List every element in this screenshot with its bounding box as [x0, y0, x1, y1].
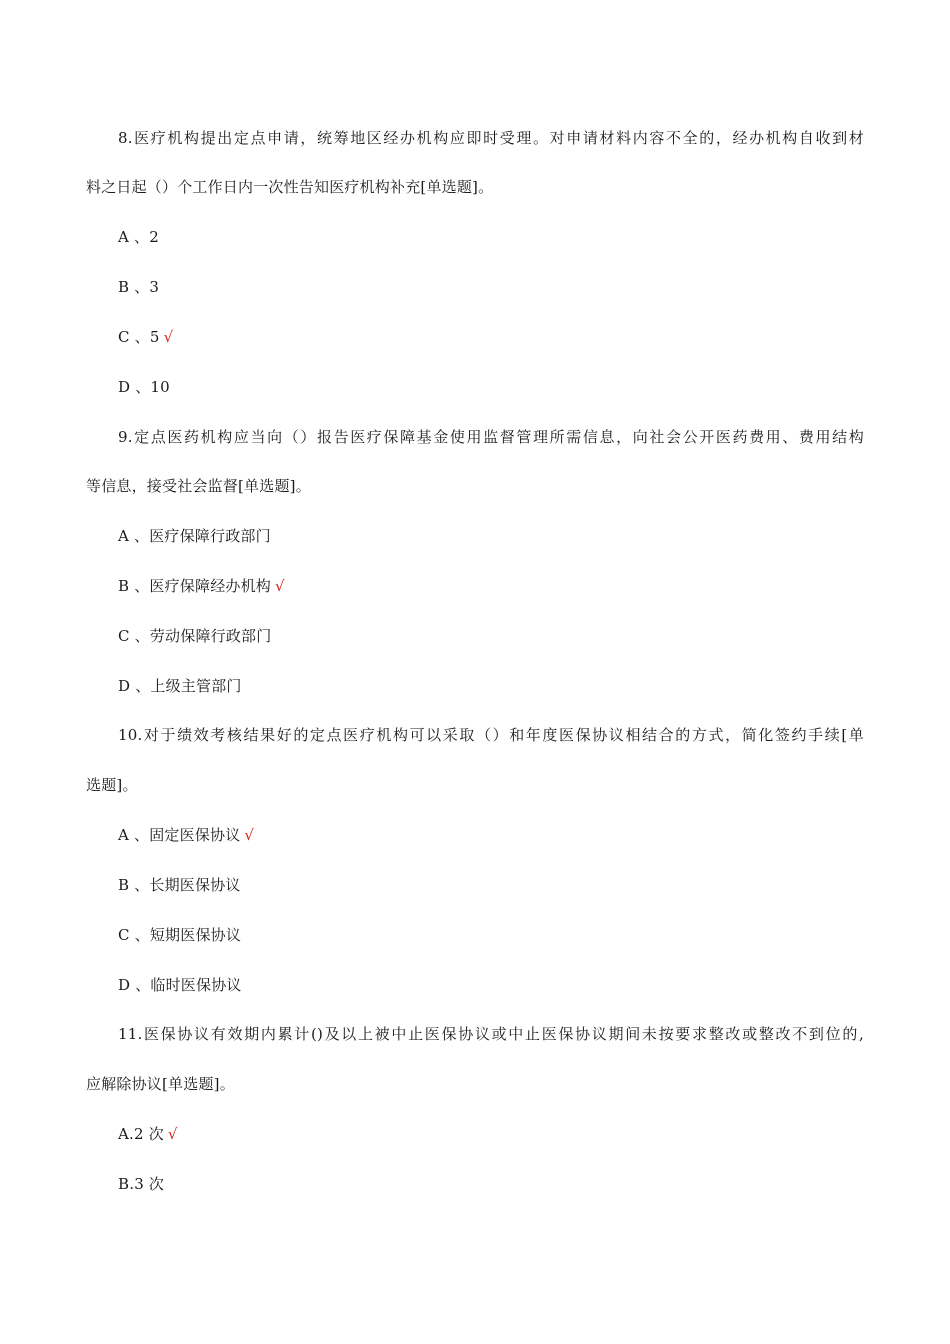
- question-10-option-c: [118, 925, 245, 945]
- question-8-option-b: [118, 277, 163, 297]
- correct-check-icon: √: [167, 1125, 178, 1143]
- option-label: A.2 次: [118, 1125, 164, 1143]
- question-8-option-d: [118, 377, 174, 397]
- question-8-text-line2: 料之日起（）个工作日内一次性告知医疗机构补充[单选题]。: [86, 178, 494, 196]
- question-8-option-a: [118, 227, 163, 247]
- question-9-text-line2: 等信息，接受社会监督[单选题]。: [86, 477, 311, 495]
- question-8-option-c: [118, 327, 173, 347]
- question-11-text-line1: 11.医保协议有效期内累计()及以上被中止医保协议或中止医保协议期间未按要求整改或整改不到位的,: [118, 1025, 864, 1043]
- question-9-option-d: [118, 676, 246, 696]
- option-label: B 、医疗保障经办机构: [118, 577, 271, 595]
- correct-check-icon: √: [244, 826, 255, 844]
- option-label: D 、临时医保协议: [118, 976, 242, 994]
- question-10-text-line2: 选题]。: [86, 776, 138, 794]
- question-10-text-line1: 10.对于绩效考核结果好的定点医疗机构可以采取（）和年度医保协议相结合的方式，简化签约手续[单: [118, 726, 864, 744]
- correct-check-icon: √: [163, 328, 174, 346]
- option-label: B 、3: [118, 278, 160, 296]
- option-label: D 、上级主管部门: [118, 677, 242, 695]
- question-9-text-line1: 9.定点医药机构应当向（）报告医疗保障基金使用监督管理所需信息，向社会公开医药费用、费用结构: [118, 428, 864, 446]
- option-label: C 、短期医保协议: [118, 926, 242, 944]
- question-8-text-line1: 8.医疗机构提出定点申请，统筹地区经办机构应即时受理。对申请材料内容不全的，经办机构自收到材: [118, 129, 864, 147]
- question-11-option-a: [118, 1124, 178, 1144]
- option-label: C 、5: [118, 328, 160, 346]
- option-label: A 、医疗保障行政部门: [118, 527, 271, 545]
- option-label: A 、固定医保协议: [118, 826, 241, 844]
- option-label: A 、2: [118, 228, 159, 246]
- option-label: B 、长期医保协议: [118, 876, 241, 894]
- question-9-option-b: [118, 576, 285, 596]
- correct-check-icon: √: [275, 577, 285, 595]
- question-10-option-a: [118, 825, 254, 845]
- option-label: C 、劳动保障行政部门: [118, 627, 272, 645]
- question-10-option-d: [118, 975, 246, 995]
- question-9-option-a: [118, 526, 275, 546]
- question-11-option-b: [118, 1174, 168, 1194]
- option-label: B.3 次: [118, 1175, 165, 1193]
- option-label: D 、10: [118, 378, 170, 396]
- question-9-option-c: [118, 626, 275, 646]
- question-10-option-b: [118, 875, 245, 895]
- question-11-text-line2: 应解除协议[单选题]。: [86, 1075, 235, 1093]
